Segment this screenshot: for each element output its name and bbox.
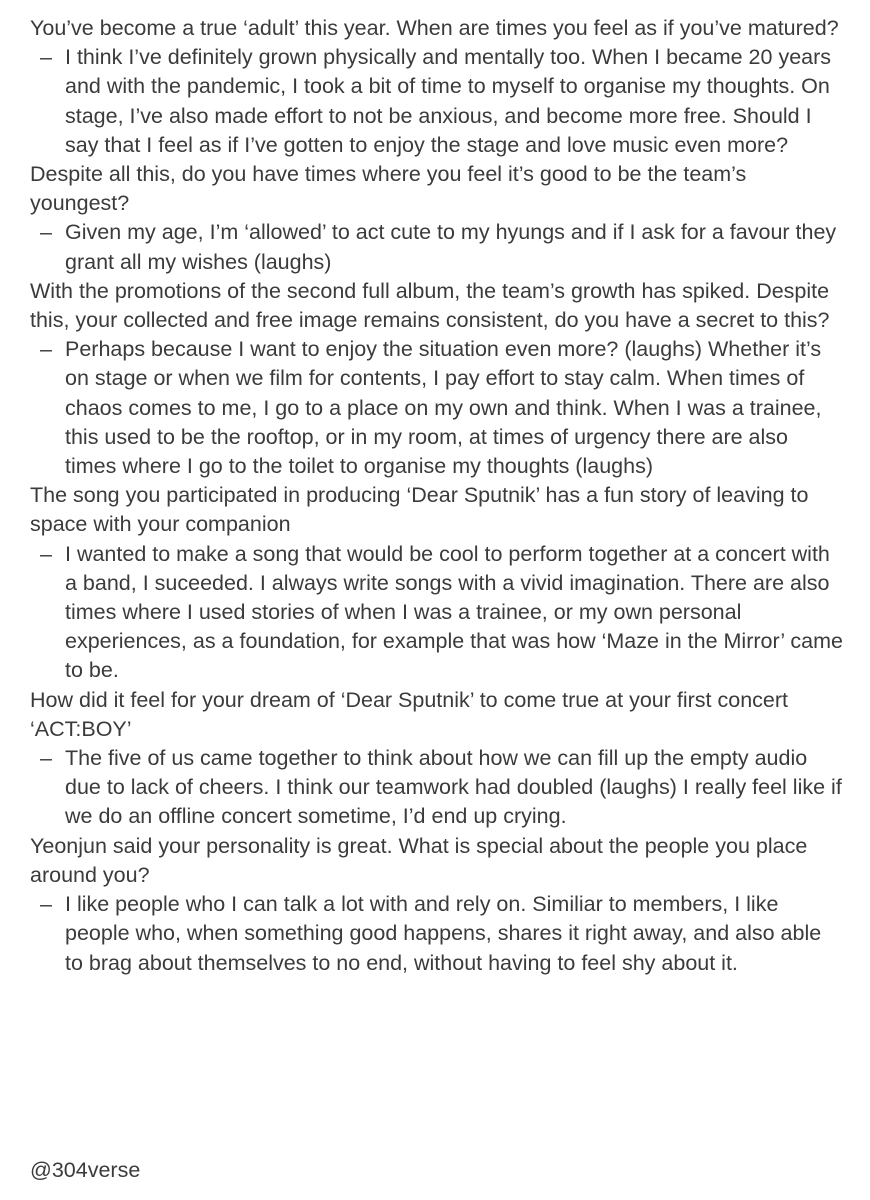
list-dash: – (40, 892, 52, 917)
question-6: Yeonjun said your personality is great. What is special about the people you place around you? (30, 833, 808, 887)
answer-text: The five of us came together to think about how we can fill up the empty audio due to lack of cheers. I think our teamwork had doubled (laughs) I really feel like if we do an offline concert sometime, I’d end up crying. (65, 746, 842, 829)
author-handle: @304verse (30, 1158, 141, 1182)
list-dash: – (40, 541, 52, 566)
answer-text: I like people who I can talk a lot with and rely on. Similiar to members, I like people who, when something good happens, shares it right away, and also able to brag about themselves to no end, without having to feel shy about it. (65, 892, 822, 975)
answer-text: Perhaps because I want to enjoy the situation even more? (laughs) Whether it’s on stage or when we film for contents, I pay effort to stay calm. When times of chaos comes to me, I go to a place on my own and think. When I was a trainee, this used to be the rooftop, or in my room, at times of urgency there are also times where I go to the toilet to organise my thoughts (laughs) (65, 337, 822, 479)
question-1: You’ve become a true ‘adult’ this year. When are times you feel as if you’ve matured? (30, 16, 839, 40)
answer-5 (30, 744, 845, 832)
answer-text: I wanted to make a song that would be cool to perform together at a concert with a band, I suceeded. I always write songs with a vivid imagination. There are also times where I used stories of when I was a trainee, or my own personal experiences, as a foundation, for example that was how ‘Maze in the Mirror’ came to be. (65, 541, 843, 683)
answer-2 (30, 218, 845, 276)
list-dash: – (40, 746, 52, 771)
list-dash: – (40, 220, 52, 245)
question-5: How did it feel for your dream of ‘Dear Sputnik’ to come true at your first concert ‘ACT:BOY’ (30, 687, 788, 741)
answer-text: I think I’ve definitely grown physically and mentally too. When I became 20 years and with the pandemic, I took a bit of time to myself to organise my thoughts. On stage, I’ve also made effort to not be anxious, and become more free. Should I say that I feel as if I’ve gotten to enjoy the stage and love music even more? (65, 45, 832, 157)
answer-4 (30, 540, 845, 686)
question-4: The song you participated in producing ‘Dear Sputnik’ has a fun story of leaving to space with your companion (30, 483, 809, 537)
question-2: Despite all this, do you have times where you feel it’s good to be the team’s youngest? (30, 162, 747, 216)
interview-document (30, 14, 845, 978)
answer-text: Given my age, I’m ‘allowed’ to act cute to my hyungs and if I ask for a favour they grant all my wishes (laughs) (65, 220, 837, 274)
answer-1 (30, 43, 845, 160)
list-dash: – (40, 45, 52, 70)
answer-6 (30, 890, 845, 978)
answer-3 (30, 335, 845, 481)
question-3: With the promotions of the second full album, the team’s growth has spiked. Despite this, your collected and free image remains consistent, do you have a secret to this? (30, 278, 830, 333)
list-dash: – (40, 337, 52, 362)
